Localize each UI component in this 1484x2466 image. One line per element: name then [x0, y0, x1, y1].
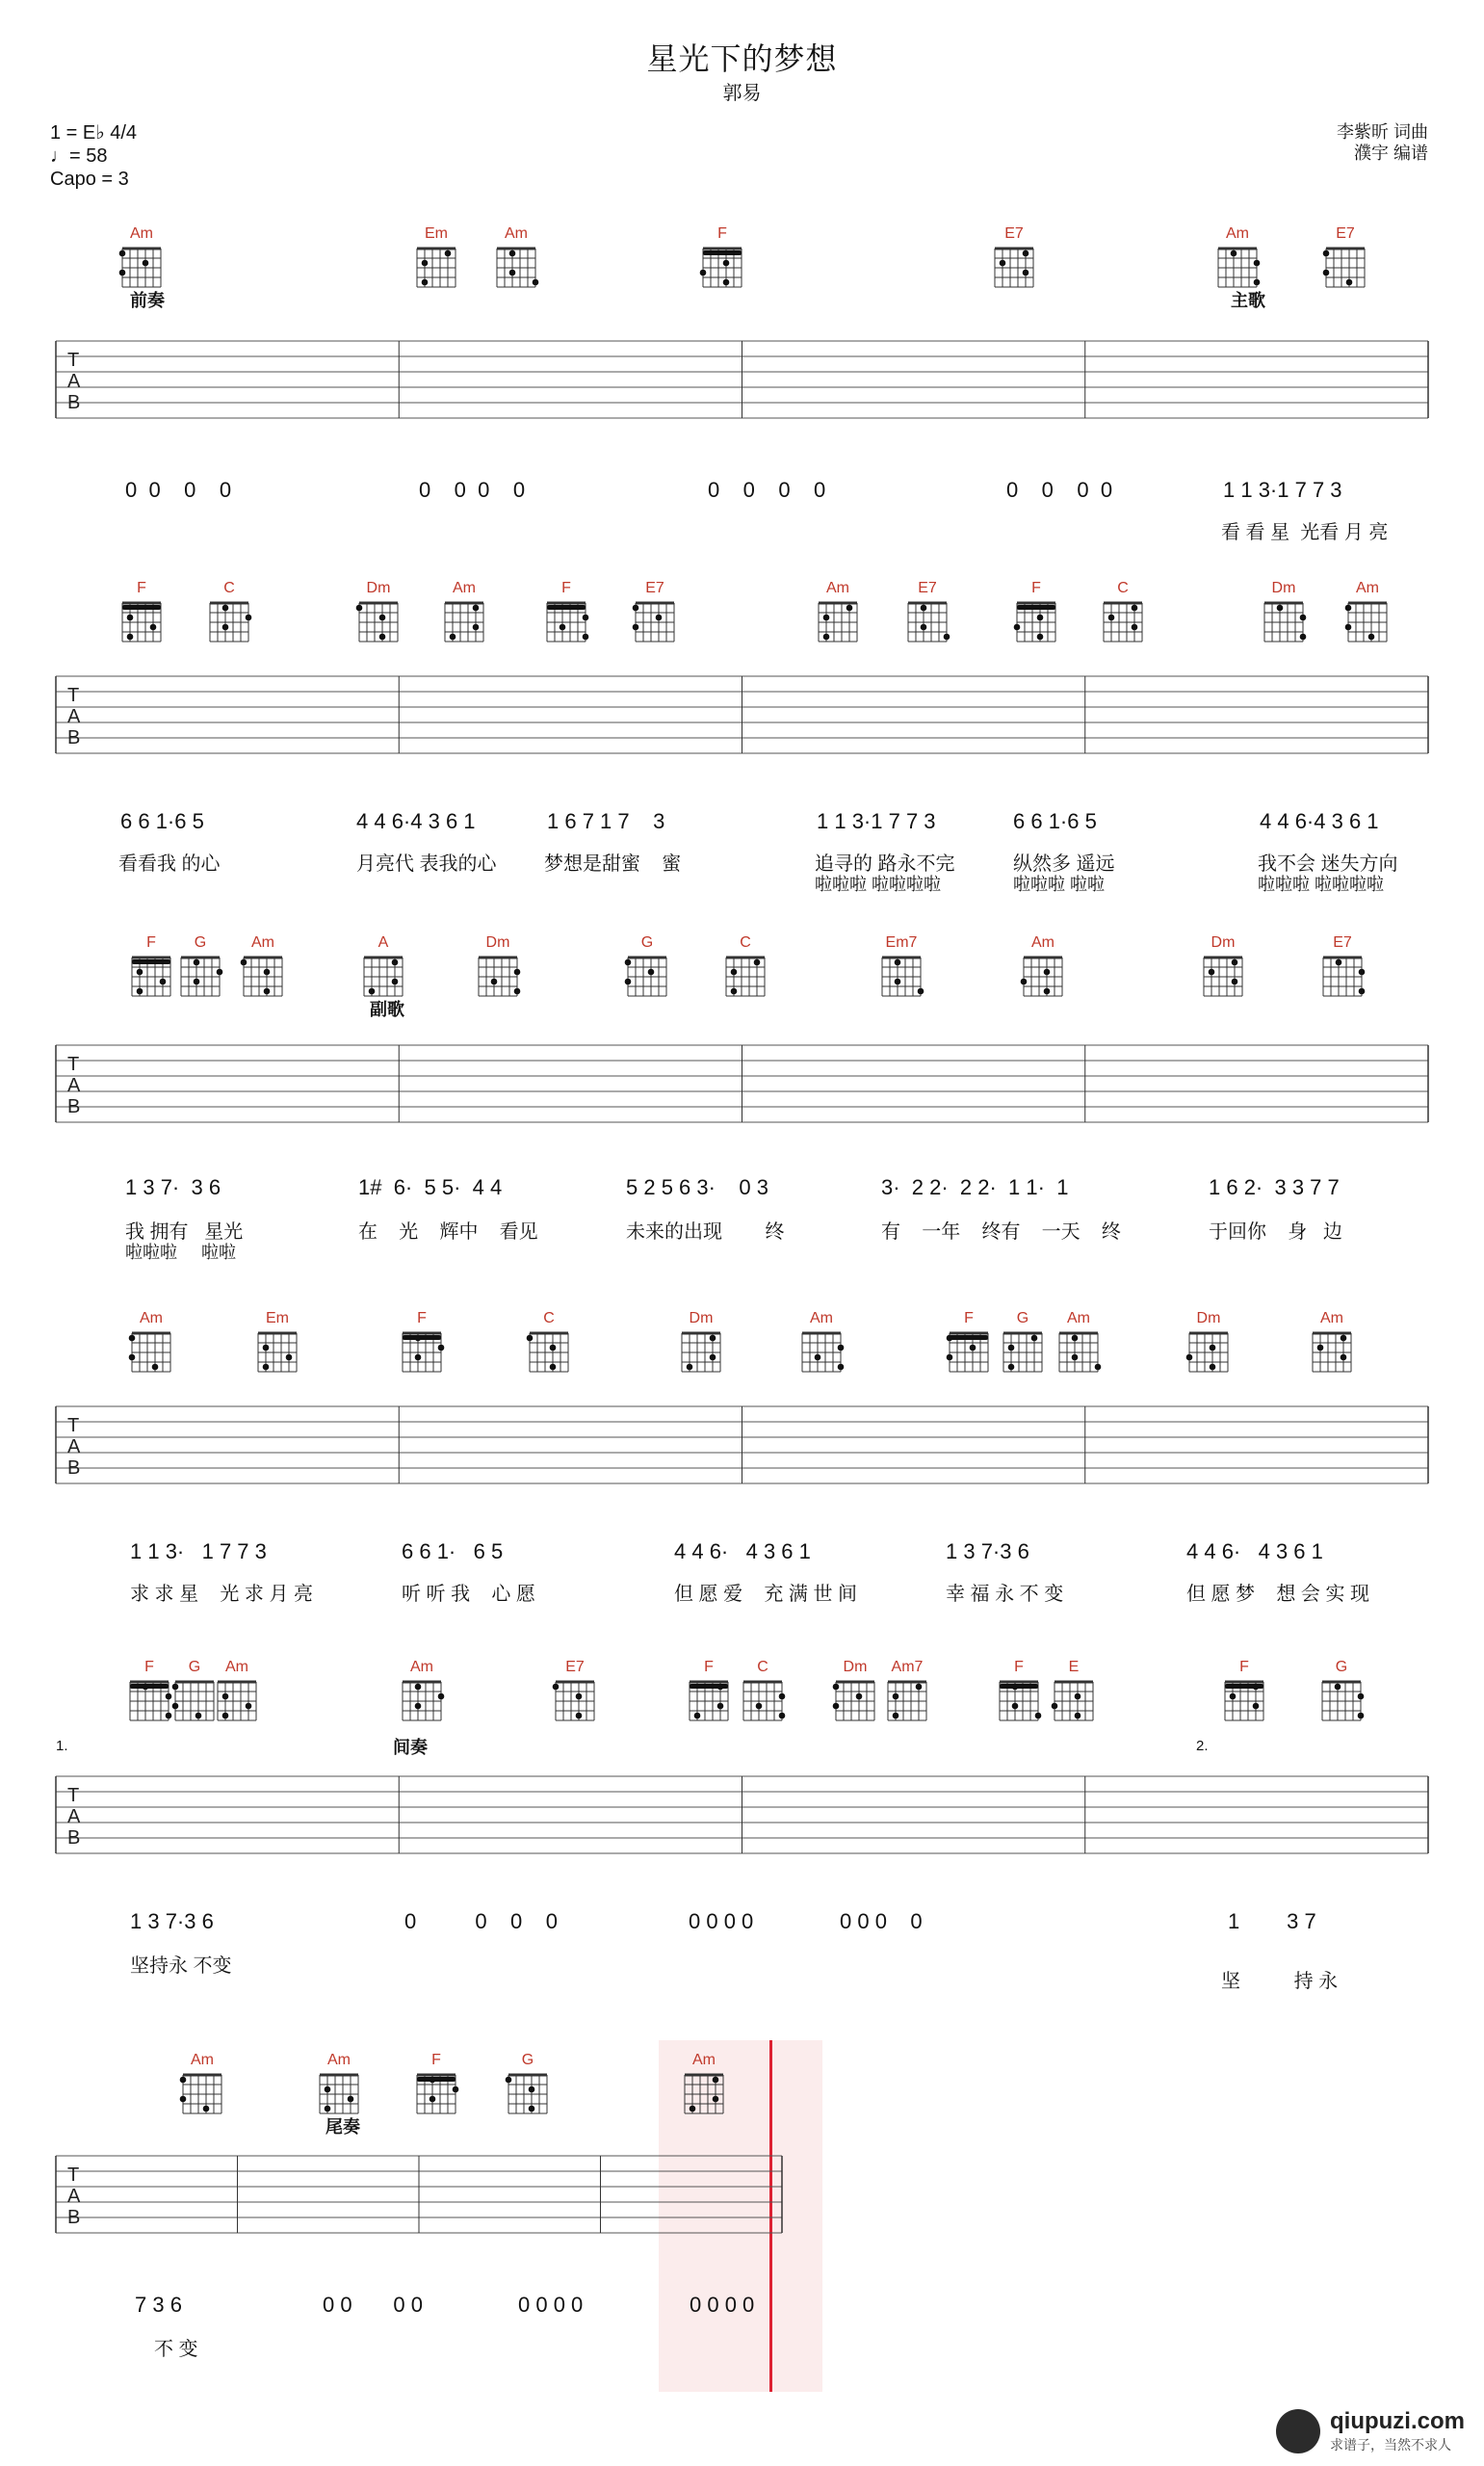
score-meta-left — [50, 121, 137, 191]
tab-staff — [0, 331, 1484, 428]
chord-diagram: Am — [1209, 225, 1266, 293]
svg-text:T: T — [67, 1415, 80, 1436]
chord-diagram: Am — [173, 2052, 231, 2119]
lyric-line: 看看我 的心 — [118, 853, 221, 875]
lyric-line: 求 求 星 光 求 月 亮 — [130, 1584, 314, 1605]
chord-diagram: Am — [793, 1310, 850, 1377]
chord-diagram: F — [1007, 580, 1065, 647]
jianpu-measure: 0 0 0 0 — [323, 2293, 423, 2317]
lyricist-credit: 李紫昕 词曲 — [1336, 122, 1428, 142]
chord-diagram: Am — [310, 2052, 368, 2119]
chord-diagram: Em7 — [872, 934, 930, 1002]
svg-text:B: B — [67, 392, 81, 413]
chord-diagram: F — [693, 225, 751, 293]
chord-diagram: Em — [407, 225, 465, 293]
svg-text:A: A — [67, 706, 81, 727]
chord-diagram: G — [618, 934, 676, 1002]
chord-diagram: Em — [248, 1310, 306, 1377]
jianpu-measure: 0 0 0 0 — [690, 2293, 755, 2317]
tab-staff — [0, 667, 1484, 763]
chord-diagram: F — [393, 1310, 451, 1377]
chord-diagram: E7 — [546, 1659, 604, 1726]
svg-text:B: B — [67, 1827, 81, 1849]
lyric-line: 有 一年 终有 一天 终 — [881, 1221, 1121, 1243]
chord-diagram: Am — [1303, 1310, 1361, 1377]
jianpu-measure: 4 4 6· 4 3 6 1 — [1186, 1539, 1323, 1563]
ending-2-label: 2. — [1196, 1738, 1209, 1754]
chord-diagram: E7 — [626, 580, 684, 647]
system-3 — [0, 934, 1484, 1272]
section-verse: 主歌 — [1231, 291, 1265, 310]
system-6 — [0, 2040, 1484, 2406]
lyric-line-la: 啦啦啦 啦啦 — [1013, 875, 1106, 894]
svg-text:A: A — [67, 1075, 81, 1096]
jianpu-measure: 1 1 3·1 7 7 3 — [1223, 478, 1342, 502]
lyric-line: 于回你 身 边 — [1209, 1221, 1342, 1243]
watermark-slogan: 求谱子，当然不求人 — [1330, 2437, 1451, 2453]
chord-diagram: Am — [675, 2052, 733, 2119]
chord-diagram: G — [171, 934, 229, 1002]
lyric-line: 月亮代 表我的心 — [356, 853, 497, 875]
chord-diagram: Dm — [350, 580, 407, 647]
jianpu-measure: 5 2 5 6 3· 0 3 — [626, 1175, 768, 1199]
chord-diagram: C — [1094, 580, 1152, 647]
chord-diagram: G — [1313, 1659, 1370, 1726]
chord-diagram: Dm — [672, 1310, 730, 1377]
artist-name: 郭易 — [722, 83, 762, 104]
lyric-line-la: 啦啦啦 啦啦 — [125, 1243, 237, 1262]
jianpu-measure: 0 0 0 0 — [708, 478, 826, 502]
score-meta-right — [1337, 121, 1428, 164]
song-title: 星光下的梦想 — [646, 41, 838, 76]
jianpu-measure: 6 6 1·6 5 — [120, 809, 204, 833]
lyric-line: 追寻的 路永不完 — [815, 853, 955, 875]
chord-diagram: Am — [487, 225, 545, 293]
svg-text:A: A — [67, 1436, 81, 1457]
chord-diagram: C — [200, 580, 258, 647]
jianpu-measure: 1# 6· 5 5· 4 4 — [358, 1175, 503, 1199]
system-2 — [0, 580, 1484, 936]
chord-diagram: F — [940, 1310, 998, 1377]
tempo-mark: ♩= 58 — [50, 145, 108, 167]
section-interlude: 间奏 — [393, 1738, 428, 1757]
jianpu-measure: 1 3 7 — [1228, 1909, 1316, 1933]
chord-diagram: F — [1215, 1659, 1273, 1726]
lyric-line: 在 光 辉中 看见 — [358, 1221, 538, 1243]
lyric-line: 但 愿 梦 想 会 实 现 — [1186, 1584, 1370, 1605]
arranger-credit: 濮宇 编谱 — [1353, 144, 1428, 163]
system-4 — [0, 1310, 1484, 1638]
jianpu-measure: 1 1 3· 1 7 7 3 — [130, 1539, 267, 1563]
system-5 — [0, 1659, 1484, 2006]
lyric-line: 幸 福 永 不 变 — [946, 1584, 1064, 1605]
svg-text:B: B — [67, 1457, 81, 1479]
svg-text:T: T — [67, 685, 80, 706]
chord-diagram: E — [1045, 1659, 1103, 1726]
lyric-line: 纵然多 遥远 — [1013, 853, 1115, 875]
jianpu-measure: 1 6 2· 3 3 7 7 — [1209, 1175, 1340, 1199]
jianpu-measure: 0 0 0 0 — [840, 1909, 923, 1933]
chord-diagram: Am — [809, 580, 867, 647]
jianpu-measure: 0 0 0 0 — [404, 1909, 558, 1933]
jianpu-measure: 0 0 0 0 — [419, 478, 526, 502]
svg-text:T: T — [67, 1054, 80, 1075]
jianpu-measure: 0 0 0 0 — [1006, 478, 1113, 502]
chord-diagram: Am — [122, 1310, 180, 1377]
chord-diagram: E7 — [1314, 934, 1371, 1002]
chord-diagram: Dm — [1255, 580, 1313, 647]
jianpu-measure: 1 3 7·3 6 — [946, 1539, 1029, 1563]
section-intro: 前奏 — [130, 291, 165, 310]
chord-diagram: E7 — [898, 580, 956, 647]
chord-diagram: F — [122, 934, 180, 1002]
chord-diagram: A — [354, 934, 412, 1002]
chord-diagram: Am — [113, 225, 170, 293]
svg-text:B: B — [67, 727, 81, 748]
section-outro: 尾奏 — [325, 2117, 360, 2137]
lyric-line: 但 愿 爱 充 满 世 间 — [674, 1584, 858, 1605]
svg-text:A: A — [67, 371, 81, 392]
svg-text:T: T — [67, 1785, 80, 1806]
chord-diagram: F — [990, 1659, 1048, 1726]
jianpu-measure: 6 6 1·6 5 — [1013, 809, 1097, 833]
lyric-line-la: 啦啦啦 啦啦啦啦 — [1258, 875, 1385, 894]
lyric-line: 坚持永 不变 — [130, 1955, 232, 1977]
qiupuzi-logo-icon — [1276, 2409, 1320, 2453]
chord-diagram: Am — [234, 934, 292, 1002]
svg-text:T: T — [67, 2164, 80, 2186]
tab-staff — [0, 1397, 1484, 1493]
lyric-line-la: 啦啦啦 啦啦啦啦 — [815, 875, 942, 894]
jianpu-measure: 4 4 6·4 3 6 1 — [1260, 809, 1379, 833]
svg-text:B: B — [67, 2207, 81, 2228]
jianpu-measure: 1 3 7·3 6 — [130, 1909, 214, 1933]
chord-diagram: F — [680, 1659, 738, 1726]
capo-mark: Capo = 3 — [50, 169, 129, 190]
lyric-line: 看 看 星 光看 月 亮 — [1221, 522, 1389, 543]
chord-diagram: Dm — [1180, 1310, 1237, 1377]
section-chorus: 副歌 — [370, 1000, 404, 1019]
lyric-line: 听 听 我 心 愿 — [402, 1584, 535, 1605]
chord-diagram: Am — [208, 1659, 266, 1726]
jianpu-measure: 4 4 6·4 3 6 1 — [356, 809, 476, 833]
jianpu-measure: 0 0 0 0 — [125, 478, 232, 502]
system-1 — [0, 225, 1484, 553]
tab-staff — [0, 1036, 1484, 1132]
chord-diagram: Am — [1339, 580, 1396, 647]
lyric-line: 不 变 — [154, 2339, 198, 2360]
jianpu-measure: 1 1 3·1 7 7 3 — [817, 809, 936, 833]
chord-diagram: C — [520, 1310, 578, 1377]
watermark-url: qiupuzi.com — [1330, 2408, 1465, 2434]
chord-diagram: C — [734, 1659, 792, 1726]
chord-diagram: Am — [393, 1659, 451, 1726]
jianpu-measure: 4 4 6· 4 3 6 1 — [674, 1539, 811, 1563]
svg-text:T: T — [67, 350, 80, 371]
chord-diagram: C — [716, 934, 774, 1002]
chord-diagram: G — [994, 1310, 1052, 1377]
chord-diagram: Dm — [826, 1659, 884, 1726]
chord-diagram: F — [120, 1659, 178, 1726]
jianpu-measure: 6 6 1· 6 5 — [402, 1539, 504, 1563]
chord-diagram: Am7 — [878, 1659, 936, 1726]
key-signature: 1 = E♭ 4/4 — [50, 122, 138, 144]
chord-diagram: Dm — [469, 934, 527, 1002]
chord-diagram: Am — [435, 580, 493, 647]
lyric-line: 梦想是甜蜜 蜜 — [544, 853, 682, 875]
jianpu-measure: 1 6 7 1 7 3 — [547, 809, 665, 833]
jianpu-measure: 0 0 0 0 — [518, 2293, 584, 2317]
chord-diagram: G — [166, 1659, 223, 1726]
site-watermark — [1276, 2408, 1465, 2454]
svg-text:A: A — [67, 2186, 81, 2207]
tab-staff — [0, 2146, 838, 2243]
tab-staff — [0, 1767, 1484, 1863]
chord-diagram: G — [499, 2052, 557, 2119]
lyric-line: 坚 持 永 — [1221, 1971, 1339, 1992]
jianpu-measure: 3· 2 2· 2 2· 1 1· 1 — [881, 1175, 1069, 1199]
chord-diagram: F — [113, 580, 170, 647]
chord-diagram: Am — [1014, 934, 1072, 1002]
lyric-line: 我不会 迷失方向 — [1258, 853, 1398, 875]
jianpu-measure: 7 3 6 — [135, 2293, 182, 2317]
lyric-line: 未来的出现 终 — [626, 1221, 785, 1243]
chord-diagram: E7 — [1316, 225, 1374, 293]
chord-diagram: F — [537, 580, 595, 647]
jianpu-measure: 0 0 0 0 — [689, 1909, 754, 1933]
chord-diagram: E7 — [985, 225, 1043, 293]
svg-text:B: B — [67, 1096, 81, 1117]
jianpu-measure: 1 3 7· 3 6 — [125, 1175, 221, 1199]
chord-diagram: F — [407, 2052, 465, 2119]
ending-1-label: 1. — [56, 1738, 68, 1754]
lyric-line: 我 拥有 星光 — [125, 1221, 244, 1243]
svg-text:A: A — [67, 1806, 81, 1827]
chord-diagram: Dm — [1194, 934, 1252, 1002]
chord-diagram: Am — [1050, 1310, 1107, 1377]
